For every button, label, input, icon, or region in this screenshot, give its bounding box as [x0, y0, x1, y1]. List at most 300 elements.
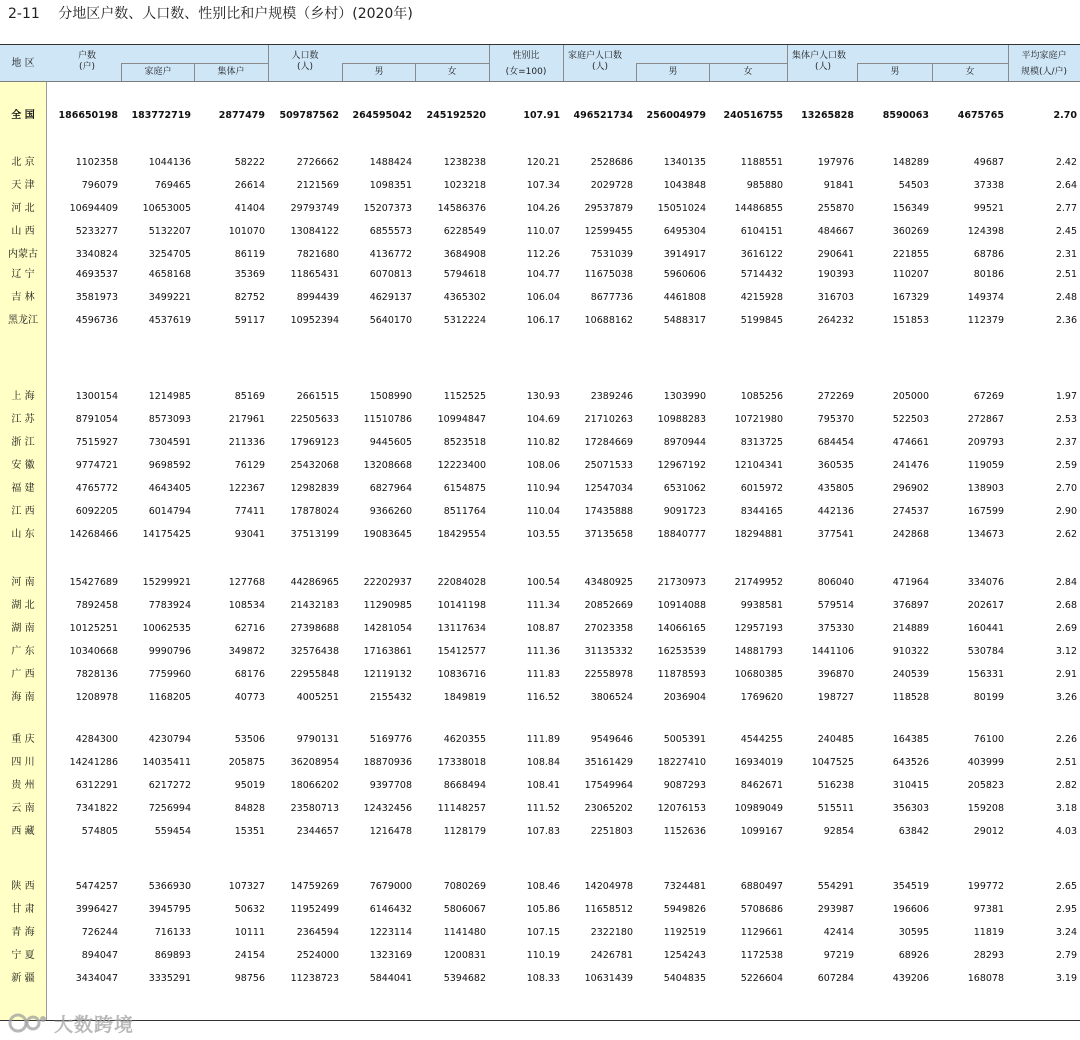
cell-family-pop-female: 1099167 [740, 826, 783, 837]
cell-households: 796079 [81, 180, 118, 191]
cell-family-pop-male: 21730973 [657, 577, 706, 588]
cell-collective-pop-male: 118528 [892, 692, 929, 703]
cell-avg-household-size: 1.97 [1055, 391, 1077, 402]
cell-population: 10952394 [290, 315, 339, 326]
region-name: 上 海 [11, 391, 35, 402]
cell-collective-population: 13265828 [801, 110, 854, 121]
cell-population: 11952499 [290, 904, 339, 915]
cell-pop-female: 11148257 [437, 803, 486, 814]
cell-avg-household-size: 3.18 [1055, 803, 1077, 814]
cell-family-pop-male: 1340135 [663, 157, 706, 168]
cell-population: 4005251 [296, 692, 339, 703]
cell-collective-households: 205875 [228, 757, 265, 768]
cell-collective-households: 217961 [228, 414, 265, 425]
header-pop-male: 男 [374, 67, 384, 77]
cell-collective-population: 272269 [817, 391, 854, 402]
cell-households: 7515927 [75, 437, 118, 448]
header-col-male: 男 [890, 67, 900, 77]
table-row [0, 970, 1080, 988]
table-body [0, 45, 1080, 1020]
cell-pop-female: 5394682 [443, 973, 486, 984]
cell-collective-population: 255870 [817, 203, 854, 214]
cell-family-population: 10688162 [584, 315, 633, 326]
cell-collective-households: 59117 [234, 315, 265, 326]
cell-collective-households: 58222 [234, 157, 265, 168]
cell-family-households: 3335291 [148, 973, 191, 984]
cell-family-households: 183772719 [131, 110, 191, 121]
cell-collective-pop-female: 149374 [967, 292, 1004, 303]
cell-collective-pop-male: 151853 [892, 315, 929, 326]
header-sex-ratio-unit: (女=100) [505, 67, 547, 77]
cell-family-population: 37135658 [584, 529, 633, 540]
cell-households: 574805 [81, 826, 118, 837]
cell-sex-ratio: 110.07 [526, 226, 560, 237]
cell-family-households: 3945795 [148, 904, 191, 915]
cell-family-pop-male: 18227410 [657, 757, 706, 768]
cell-collective-pop-female: 209793 [967, 437, 1004, 448]
cell-pop-male: 5844041 [369, 973, 412, 984]
cell-pop-male: 6070813 [369, 269, 412, 280]
table-row [0, 620, 1080, 638]
cell-family-pop-male: 6495304 [663, 226, 706, 237]
header-collective-households: 集体户 [217, 67, 245, 77]
cell-pop-male: 12432456 [363, 803, 412, 814]
cell-households: 8791054 [75, 414, 118, 425]
table-row [0, 154, 1080, 172]
header-family-population: 家庭户人口数 [568, 51, 623, 61]
cell-pop-male: 1488424 [369, 157, 412, 168]
cell-households: 10694409 [69, 203, 118, 214]
cell-collective-households: 107327 [228, 881, 265, 892]
cell-collective-population: 1441106 [811, 646, 854, 657]
cell-family-pop-female: 18294881 [734, 529, 783, 540]
header-households: 户数 [77, 51, 96, 61]
cell-sex-ratio: 108.33 [526, 973, 560, 984]
cell-sex-ratio: 108.46 [526, 881, 560, 892]
cell-collective-households: 40773 [234, 692, 265, 703]
cell-family-households: 5132207 [148, 226, 191, 237]
cell-collective-pop-female: 160441 [967, 623, 1004, 634]
cell-collective-pop-female: 112379 [967, 315, 1004, 326]
cell-pop-male: 22202937 [363, 577, 412, 588]
table-row [0, 597, 1080, 615]
cell-collective-population: 198727 [817, 692, 854, 703]
cell-family-households: 4537619 [148, 315, 191, 326]
cell-avg-household-size: 2.70 [1055, 483, 1077, 494]
cell-collective-pop-male: 522503 [892, 414, 929, 425]
cell-family-households: 1044136 [148, 157, 191, 168]
cell-collective-population: 42414 [823, 927, 854, 938]
cell-collective-pop-female: 138903 [967, 483, 1004, 494]
cell-family-pop-female: 1172538 [740, 950, 783, 961]
cell-pop-male: 1098351 [369, 180, 412, 191]
cell-family-pop-female: 8344165 [740, 506, 783, 517]
cell-sex-ratio: 104.77 [526, 269, 560, 280]
cell-pop-female: 8523518 [443, 437, 486, 448]
cell-sex-ratio: 100.54 [526, 577, 560, 588]
cell-collective-pop-female: 403999 [967, 757, 1004, 768]
cell-households: 6092205 [75, 506, 118, 517]
cell-collective-households: 86119 [234, 249, 265, 260]
table-row [0, 947, 1080, 965]
cell-avg-household-size: 2.53 [1055, 414, 1077, 425]
cell-collective-population: 554291 [817, 881, 854, 892]
cell-collective-population: 197976 [817, 157, 854, 168]
cell-avg-household-size: 2.91 [1055, 669, 1077, 680]
cell-family-population: 27023358 [584, 623, 633, 634]
cell-collective-population: 1047525 [811, 757, 854, 768]
cell-family-population: 43480925 [584, 577, 633, 588]
cell-population: 29793749 [290, 203, 339, 214]
cell-family-households: 9990796 [148, 646, 191, 657]
cell-collective-pop-male: 376897 [892, 600, 929, 611]
cell-family-households: 7783924 [148, 600, 191, 611]
cell-population: 17878024 [290, 506, 339, 517]
cell-population: 2524000 [296, 950, 339, 961]
cell-households: 4693537 [75, 269, 118, 280]
cell-collective-population: 515511 [817, 803, 854, 814]
cell-pop-male: 1223114 [369, 927, 412, 938]
header-sex-ratio: 性别比 [512, 51, 540, 61]
cell-collective-pop-female: 168078 [967, 973, 1004, 984]
cell-collective-pop-female: 272867 [967, 414, 1004, 425]
cell-pop-female: 1238238 [443, 157, 486, 168]
cell-pop-male: 9366260 [369, 506, 412, 517]
cell-collective-pop-female: 28293 [973, 950, 1004, 961]
cell-collective-population: 795370 [817, 414, 854, 425]
cell-family-pop-male: 9087293 [663, 780, 706, 791]
cell-households: 3581973 [75, 292, 118, 303]
header-col-female: 女 [965, 67, 975, 77]
region-name: 广 西 [11, 669, 35, 680]
table-row [0, 901, 1080, 919]
cell-avg-household-size: 2.42 [1055, 157, 1077, 168]
cell-family-pop-female: 10721980 [734, 414, 783, 425]
cell-households: 3434047 [75, 973, 118, 984]
cell-pop-male: 5640170 [369, 315, 412, 326]
cell-avg-household-size: 2.77 [1055, 203, 1077, 214]
cell-pop-male: 6146432 [369, 904, 412, 915]
cell-collective-pop-male: 643526 [892, 757, 929, 768]
cell-family-pop-male: 1043848 [663, 180, 706, 191]
cell-collective-population: 484667 [817, 226, 854, 237]
cell-collective-households: 76129 [234, 460, 265, 471]
cell-family-pop-female: 1188551 [740, 157, 783, 168]
cell-population: 8994439 [296, 292, 339, 303]
cell-avg-household-size: 2.84 [1055, 577, 1077, 588]
table-row [0, 574, 1080, 592]
cell-sex-ratio: 111.83 [526, 669, 560, 680]
region-name: 北 京 [11, 157, 35, 168]
cell-family-households: 8573093 [148, 414, 191, 425]
cell-collective-pop-male: 471964 [892, 577, 929, 588]
cell-family-pop-female: 6880497 [740, 881, 783, 892]
cell-avg-household-size: 4.03 [1055, 826, 1077, 837]
cell-pop-female: 1152525 [443, 391, 486, 402]
cell-households: 186650198 [58, 110, 118, 121]
cell-family-population: 10631439 [584, 973, 633, 984]
cell-population: 36208954 [290, 757, 339, 768]
cell-pop-female: 3684908 [443, 249, 486, 260]
cell-collective-households: 77411 [234, 506, 265, 517]
cell-family-pop-female: 6015972 [740, 483, 783, 494]
cell-collective-households: 85169 [234, 391, 265, 402]
cell-collective-households: 95019 [234, 780, 265, 791]
cell-family-households: 1214985 [148, 391, 191, 402]
cell-family-households: 10062535 [142, 623, 191, 634]
cell-collective-pop-male: 148289 [892, 157, 929, 168]
cell-population: 2344657 [296, 826, 339, 837]
cell-avg-household-size: 3.19 [1055, 973, 1077, 984]
cell-pop-female: 8511764 [443, 506, 486, 517]
cell-avg-household-size: 2.62 [1055, 529, 1077, 540]
cell-collective-population: 607284 [817, 973, 854, 984]
cell-family-households: 4230794 [148, 734, 191, 745]
cell-family-pop-female: 5199845 [740, 315, 783, 326]
cell-population: 11865431 [290, 269, 339, 280]
cell-sex-ratio: 107.15 [526, 927, 560, 938]
brand-logo-icon [8, 1012, 48, 1034]
cell-collective-pop-male: 439206 [892, 973, 929, 984]
cell-sex-ratio: 104.26 [526, 203, 560, 214]
cell-sex-ratio: 111.34 [526, 600, 560, 611]
cell-family-population: 22558978 [584, 669, 633, 680]
cell-collective-households: 62716 [234, 623, 265, 634]
region-name: 河 北 [11, 203, 35, 214]
cell-population: 14759269 [290, 881, 339, 892]
cell-family-pop-female: 5226604 [740, 973, 783, 984]
cell-avg-household-size: 3.24 [1055, 927, 1077, 938]
cell-collective-pop-male: 63842 [898, 826, 929, 837]
cell-sex-ratio: 116.52 [526, 692, 560, 703]
cell-collective-population: 377541 [817, 529, 854, 540]
cell-households: 5474257 [75, 881, 118, 892]
table-title-text: 分地区户数、人口数、性别比和户规模（乡村）(2020年) [58, 6, 413, 22]
cell-pop-female: 1849819 [443, 692, 486, 703]
table-row [0, 689, 1080, 707]
cell-pop-male: 12119132 [363, 669, 412, 680]
cell-pop-male: 18870936 [363, 757, 412, 768]
table-row [0, 457, 1080, 475]
cell-sex-ratio: 110.82 [526, 437, 560, 448]
cell-collective-population: 293987 [817, 904, 854, 915]
header-family-households: 家庭户 [144, 67, 172, 77]
cell-sex-ratio: 106.17 [526, 315, 560, 326]
cell-sex-ratio: 108.84 [526, 757, 560, 768]
cell-family-population: 9549646 [590, 734, 633, 745]
cell-collective-pop-female: 37338 [973, 180, 1004, 191]
table-row [0, 266, 1080, 284]
cell-sex-ratio: 111.89 [526, 734, 560, 745]
cell-sex-ratio: 112.26 [526, 249, 560, 260]
cell-pop-male: 1508990 [369, 391, 412, 402]
cell-pop-female: 1141480 [443, 927, 486, 938]
cell-pop-male: 1216478 [369, 826, 412, 837]
table-row [0, 312, 1080, 330]
cell-pop-female: 5806067 [443, 904, 486, 915]
table-row [0, 411, 1080, 429]
cell-avg-household-size: 2.69 [1055, 623, 1077, 634]
cell-population: 22505633 [290, 414, 339, 425]
region-name: 新 疆 [11, 973, 35, 984]
table-row [0, 200, 1080, 218]
cell-collective-pop-female: 80199 [973, 692, 1004, 703]
cell-pop-male: 19083645 [363, 529, 412, 540]
cell-family-households: 869893 [154, 950, 191, 961]
cell-collective-pop-male: 196606 [892, 904, 929, 915]
cell-pop-female: 10141198 [437, 600, 486, 611]
cell-households: 14268466 [69, 529, 118, 540]
cell-households: 3340824 [75, 249, 118, 260]
region-name: 四 川 [11, 757, 35, 768]
cell-family-pop-female: 240516755 [723, 110, 783, 121]
cell-collective-households: 82752 [234, 292, 265, 303]
cell-households: 7892458 [75, 600, 118, 611]
cell-collective-population: 375330 [817, 623, 854, 634]
cell-population: 17969123 [290, 437, 339, 448]
cell-avg-household-size: 2.36 [1055, 315, 1077, 326]
cell-sex-ratio: 104.69 [526, 414, 560, 425]
cell-sex-ratio: 107.83 [526, 826, 560, 837]
cell-family-pop-female: 16934019 [734, 757, 783, 768]
cell-households: 15427689 [69, 577, 118, 588]
cell-households: 4284300 [75, 734, 118, 745]
watermark [8, 1010, 134, 1036]
cell-family-pop-male: 9091723 [663, 506, 706, 517]
cell-family-population: 11658512 [584, 904, 633, 915]
cell-family-households: 4658168 [148, 269, 191, 280]
cell-population: 11238723 [290, 973, 339, 984]
region-name: 山 东 [11, 529, 35, 540]
cell-sex-ratio: 108.87 [526, 623, 560, 634]
cell-population: 23580713 [290, 803, 339, 814]
cell-collective-population: 684454 [817, 437, 854, 448]
cell-pop-female: 15412577 [437, 646, 486, 657]
cell-pop-female: 10994847 [437, 414, 486, 425]
cell-households: 1102358 [75, 157, 118, 168]
cell-family-population: 20852669 [584, 600, 633, 611]
cell-collective-population: 240485 [817, 734, 854, 745]
cell-sex-ratio: 110.04 [526, 506, 560, 517]
cell-family-population: 12599455 [584, 226, 633, 237]
region-name: 浙 江 [11, 437, 35, 448]
cell-collective-pop-male: 296902 [892, 483, 929, 494]
cell-collective-pop-male: 240539 [892, 669, 929, 680]
cell-family-population: 14204978 [584, 881, 633, 892]
cell-collective-pop-female: 76100 [973, 734, 1004, 745]
cell-collective-population: 806040 [817, 577, 854, 588]
cell-collective-pop-male: 310415 [892, 780, 929, 791]
cell-family-population: 7531039 [590, 249, 633, 260]
cell-population: 21432183 [290, 600, 339, 611]
cell-collective-pop-male: 167329 [892, 292, 929, 303]
cell-family-population: 21710263 [584, 414, 633, 425]
cell-collective-pop-female: 4675765 [957, 110, 1004, 121]
cell-family-population: 12547034 [584, 483, 633, 494]
cell-family-pop-male: 6531062 [663, 483, 706, 494]
header-avg-size-line1: 平均家庭户 [1021, 51, 1067, 61]
cell-collective-pop-female: 97381 [973, 904, 1004, 915]
cell-family-population: 2389246 [590, 391, 633, 402]
cell-family-pop-male: 5488317 [663, 315, 706, 326]
cell-collective-pop-female: 124398 [967, 226, 1004, 237]
cell-pop-male: 9397708 [369, 780, 412, 791]
cell-avg-household-size: 2.95 [1055, 904, 1077, 915]
cell-population: 27398688 [290, 623, 339, 634]
cell-family-pop-male: 5949826 [663, 904, 706, 915]
cell-collective-households: 101070 [228, 226, 265, 237]
header-population-unit: (人) [296, 62, 314, 72]
cell-collective-population: 579514 [817, 600, 854, 611]
cell-pop-female: 245192520 [426, 110, 486, 121]
cell-pop-male: 6827964 [369, 483, 412, 494]
cell-pop-male: 1323169 [369, 950, 412, 961]
cell-sex-ratio: 111.52 [526, 803, 560, 814]
cell-collective-pop-female: 167599 [967, 506, 1004, 517]
cell-family-pop-female: 8462671 [740, 780, 783, 791]
cell-pop-male: 6855573 [369, 226, 412, 237]
cell-family-households: 14035411 [142, 757, 191, 768]
cell-family-households: 9698592 [148, 460, 191, 471]
table-row [0, 434, 1080, 452]
cell-avg-household-size: 2.64 [1055, 180, 1077, 191]
cell-population: 2661515 [296, 391, 339, 402]
cell-pop-male: 7679000 [369, 881, 412, 892]
cell-family-pop-female: 9938581 [740, 600, 783, 611]
region-name: 贵 州 [11, 780, 35, 791]
region-name: 广 东 [11, 646, 35, 657]
cell-family-pop-male: 8970944 [663, 437, 706, 448]
cell-collective-pop-female: 80186 [973, 269, 1004, 280]
region-name: 湖 南 [11, 623, 35, 634]
cell-family-population: 496521734 [573, 110, 633, 121]
cell-collective-pop-male: 54503 [898, 180, 929, 191]
table-row [0, 777, 1080, 795]
region-name: 天 津 [11, 180, 35, 191]
cell-pop-female: 8668494 [443, 780, 486, 791]
cell-collective-pop-male: 356303 [892, 803, 929, 814]
cell-collective-households: 53506 [234, 734, 265, 745]
cell-pop-female: 4365302 [443, 292, 486, 303]
region-name: 山 西 [11, 226, 35, 237]
cell-family-households: 10653005 [142, 203, 191, 214]
cell-sex-ratio: 106.04 [526, 292, 560, 303]
cell-collective-population: 442136 [817, 506, 854, 517]
cell-collective-population: 92854 [823, 826, 854, 837]
cell-pop-male: 9445605 [369, 437, 412, 448]
cell-collective-pop-male: 474661 [892, 437, 929, 448]
cell-collective-population: 396870 [817, 669, 854, 680]
cell-collective-population: 435805 [817, 483, 854, 494]
cell-households: 10340668 [69, 646, 118, 657]
cell-family-pop-male: 7324481 [663, 881, 706, 892]
cell-pop-male: 264595042 [352, 110, 412, 121]
region-name: 全 国 [11, 110, 35, 121]
cell-family-households: 7256994 [148, 803, 191, 814]
cell-collective-households: 15351 [234, 826, 265, 837]
table-row [0, 223, 1080, 241]
cell-family-pop-male: 11878593 [657, 669, 706, 680]
cell-family-pop-female: 5714432 [740, 269, 783, 280]
cell-family-pop-female: 4544255 [740, 734, 783, 745]
cell-sex-ratio: 107.34 [526, 180, 560, 191]
region-name: 江 西 [11, 506, 35, 517]
cell-family-population: 17549964 [584, 780, 633, 791]
cell-pop-female: 14586376 [437, 203, 486, 214]
cell-family-pop-male: 12967192 [657, 460, 706, 471]
cell-avg-household-size: 3.12 [1055, 646, 1077, 657]
cell-households: 10125251 [69, 623, 118, 634]
